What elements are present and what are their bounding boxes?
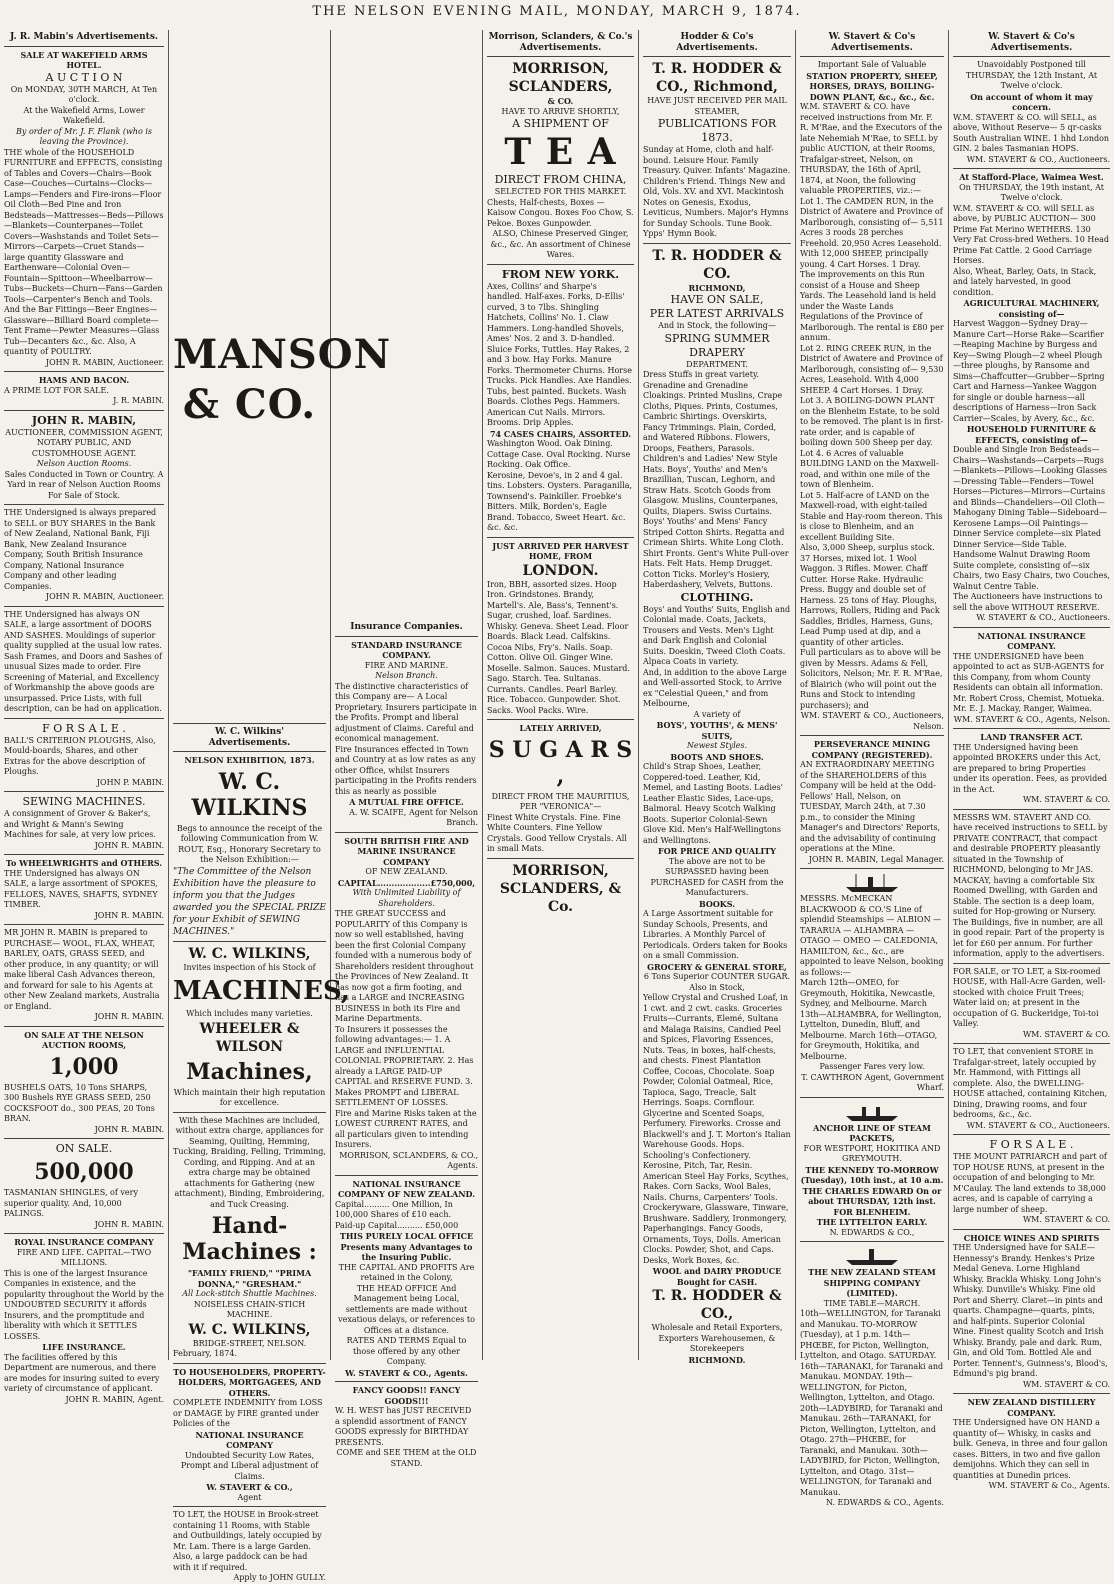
march-sailings: March 12th—OMEO, for Greymouth, Hokitika, Newcastle, Sydney, and Melbourne. March 13th—ALHAMBRA, for Wellington, Lyttelton, Dunedin, Bluff, and Melbourne. March 16th—OTAGO, for Greymouth, Hokitika, and Melbourne. [800,978,942,1061]
mount-patriarch: THE MOUNT PATRIARCH and part of TOP HOUSE RUNS, at present in the occupation of and belonging to Mr. M'Caulay. The land extends to 38,000 acres, and is capable of carrying a large number of sheep. [953,1152,1107,1214]
hodder-name: T. R. HODDER & CO., Richmond, [652,61,782,95]
wilkins-body: Begs to announce the receipt of the following Communication from W. ROUT, Esq., Honorary Secretary to the Nelson Exhibition:— [176,823,323,864]
sale-title: SALE AT WAKEFIELD ARMS HOTEL. [20,49,148,70]
cases-chairs: 74 CASES CHAIRS, ASSORTED. [489,428,632,439]
advantages: To Insurers it possesses the following advantages:— 1. A LARGE and INFLUENTIAL COLONIAL PROPRIETARY. 2. Has already a LARGE PAID-UP CAPITAL and RESERVE FUND. 3. Makes PROMPT and LIBERAL SETTLEMENT OF LOSSES. [335,1024,474,1107]
variety-of: A variety of [693,709,741,719]
in-stock: And in Stock, the following— [658,321,776,330]
hodder-name-3: T. R. HODDER & CO., [652,1288,782,1322]
family-friend: "FAMILY FRIEND," "PRIMA DONNA," "GRESHAM." [187,1268,312,1289]
without-reserve: The Auctioneers have instructions to sell the above WITHOUT RESERVE. [953,592,1103,612]
column-hodder [639,30,795,1365]
signature: WM. STAVERT & Co., Agents. [988,1481,1110,1490]
household-body: Double and Single Iron Bedsteads—Chairs—Washstands—Carpets—Rugs—Blankets—Pillows—Looking Glasses—Dressing Table—Fenders—Towel Horses—Pictures—Mirrors—Curtains and Blinds—Chandeliers—Oil Cloth—Mahogany Dining Table—Sideboard—Kerosene Lamps—Oil Paintings—Dinner Service complete—six Plated Dinner Service—Side Table. Handsome Walnut Drawing Room Suite complete, consisting of—six Chairs, two Easy Chairs, two Couches, Walnut Centre Table. [953,445,1110,591]
auction-body: THE whole of the HOUSEHOLD FURNITURE and EFFECTS, consisting of Tables and Covers—Chairs—Book Case—Couches—Curtains—Clocks—Lamps—Fenders and Fire-irons—Floor Oil Cloth—Bed Pine and Iron Bedsteads—Mattresses—Beds—Pillows—Blankets—Counterpanes—Toilet Covers—Washstands and Toilet Sets—Mirrors—Carpets—Cruet Stands—large quantity Glassware and Earthenware—Colonial Oven—Fountain—Spittoon—Wheelbarrow—Tubs—Buckets—Churn—Fans—Garden Tools—Carpenter's Bench and Tools. [4,147,164,304]
full-particulars: Full particulars as to above will be given by Messrs. Adams & Fell, Solicitors, Nelson; Mr. F. R. M'Rae, of Blairich (who will point out the Runs and Stock to intending purchasers); and [800,648,943,710]
life-heading: LIFE INSURANCE. [42,1342,126,1352]
publications-list: Sunday at Home, cloth and half-bound. Leisure Hour. Family Treasury. Quiver. Infants' Magazine. Children's Friend. Things New and Old, Vols. XV. and XVI. Mackintosh Notes on Genesis, Exodus, Leviticus, Numbers. Major's Hymns for Sunday Schools. Tune Book. Ypps' Hymn Book. [643,145,791,238]
fancy-goods-heading: FANCY GOODS!! FANCY GOODS!!! [352,1385,461,1406]
distillery-heading: NEW ZEALAND DISTILLERY COMPANY. [967,1397,1096,1418]
signature: JOHN R. MABIN. [94,910,164,920]
edwards-co: N. EDWARDS & CO., [829,1227,915,1237]
manson-advert: MANSON & CO. [173,331,392,428]
important-sale: Important Sale of Valuable [817,60,927,69]
signature: JOHN R. MABIN. [94,1219,164,1229]
bridge-street: BRIDGE-STREET, NELSON. [192,1338,307,1348]
maintain: Which maintain their high reputation for excellence. [173,1087,326,1107]
column-mabin [0,30,168,1404]
exhibition-quote: "The Committee of the Nelson Exhibition have the pleasure to inform you that the Judges awarded you the SPECIAL PRIZE for your Exhibit of SEWING MACHINES." [173,866,326,937]
for-sale-heading: F O R S A L E . [42,721,126,735]
for-sale-let: FOR SALE, or TO LET, a Six-roomed HOUSE, with Hall-Acre Garden, well-stocked with choice Fruit Trees; Water laid on; at present in the occupation of G. Buckeridge, Toi-toi Valley. [953,966,1106,1028]
lot-1-body: The improvements on this Run consist of a House and Sheep Yards. The Leasehold land is held under the Waste Lands Regulations of the Province of Marlborough. The rental is £80 per annum. [800,270,944,342]
household-furniture: HOUSEHOLD FURNITURE & EFFECTS, consisting of— [966,424,1097,445]
time-table: TIME TABLE—MARCH. [823,1298,921,1308]
standard-body: The distinctive characteristics of this Company are— A Local Proprietary. Insurers participate in the Profits. Prompt and liberal adjustment of Claims. Careful and economical management. [335,681,477,743]
anchor-ship-icon [842,1101,902,1123]
have-to-arrive: HAVE TO ARRIVE SHORTLY, [501,106,620,116]
february: February, 1874. [173,1349,237,1358]
signature: Apply to JOHN GULLY. [233,1573,326,1582]
column-heading: W. Stavert & Co's Advertisements. [828,32,916,53]
boots-body: Child's Strap Shoes, Leather, Coppered-toed. Leather, Kid, Memel, and Lasting Boots. Ladies' Leather Elastic Sides, Lace-ups, Balmoral. Heavy Scotch Walking Boots. Superior Colonial-Sewn Glove Kid. Men's Half-Wellingtons and Wellingtons. [643,762,783,845]
come-see: COME and SEE THEM at the OLD STAND. [336,1448,477,1468]
steamship-icon [842,872,902,894]
stavert-agent: W. STAVERT & CO., [206,1482,293,1492]
wilkins-name: W. C. WILKINS [191,768,308,821]
on-sale-heading: ON SALE AT THE NELSON AUCTION ROOMS, [24,1029,144,1050]
shingles-number: 500,000 [34,1159,134,1185]
signature: JOHN R. MABIN, Auctioneer. [45,357,164,367]
varieties: Which includes many varieties. [186,1009,313,1018]
wines-spirits: CHOICE WINES AND SPIRITS [963,1232,1100,1243]
boots-heading: BOOTS AND SHOES. [670,751,764,762]
newest-styles: Newest Styles. [686,741,748,750]
national-company: NATIONAL INSURANCE COMPANY [195,1429,304,1450]
lot-5: Lot 5. Half-acre of LAND on the Maxwell-road, with eight-tailed Stable and Hay-room thereon. This is close to Blenheim, and an excellent Building Site. [800,490,943,542]
oats-number: 1,000 [49,1053,119,1080]
meeting-body: AN EXTRAORDINARY MEETING of the SHAREHOLDERS of this Company will be held at the Odd-Fellows' Hall, Nelson, on TUESDAY, March 24th, at 7.30 p.m., to consider the Mining Manager's and Directors' Reports, and the advisability of continuing operations at the Mine. [800,760,941,853]
column-insurance [331,620,482,1468]
stafford-body: W.M. STAVERT & CO. will SELL as above, by PUBLIC AUCTION— 300 Prime Fat Merino WETHERS. 130 Very Fat Cross-bred Wethers. 10 Head Prime Fat Cattle. 2 Good Carriage Horses. [953,203,1109,265]
purchase-body: MR JOHN R. MABIN is prepared to PURCHASE— WOOL, FLAX, WHEAT, BARLEY, OATS, GRASS SEED, and other produce, in any quantity; or will make liberal Cash Advances thereon, and forward for sale to his Agents at other New Zealand markets, Australia or England. [4,928,160,1011]
attachments: With these Machines are included, without extra charge, appliances for Seaming, Quilting, Hemming, Tucking, Braiding, Felling, Trimming, Cording, and Ripping. And at an extra charge may be obtained attachments for Gathering (new attachment), Binding, Embroidering, and Tuck Creasing. [173,1115,326,1209]
station-intro: W.M. STAVERT & CO. have received instructions from Mr. F. R. M'Rae, and the Executors of the late Nehemiah M'Rae, to SELL by public AUCTION, at their Rooms, Trafalgar-street, Nelson, on THURSDAY, the 16th of April, 1874, at Noon, the following valuable PROPERTIES, viz.:— [800,102,943,195]
mcmeckan-body: MESSRS. McMECKAN BLACKWOOD & CO.'S Line of splendid Steamships — ALBION — TARARUA — ALHAMBRA — OTAGO — OMEO — CALEDONIA, HAMILTON, &c., &c., are appointed to leave Nelson, booking as follows:— [800,894,944,977]
price-body: The above are not to be SURPASSED having been PURCHASED for CASH from the Manufacturers. [650,856,784,897]
lyttelton: THE LYTTELTON EARLY. [816,1217,928,1227]
latest-arrivals: PER LATEST ARRIVALS [649,307,785,320]
south-british-heading: SOUTH BRITISH FIRE AND MARINE INSURANCE COMPANY [344,835,469,867]
direct-china: DIRECT FROM CHINA, [494,173,627,186]
signature: WM. STAVERT & CO. [1022,795,1110,804]
charles-edward: THE CHARLES EDWARD On or about THURSDAY, 12th inst. [802,1185,942,1206]
department: DEPARTMENT. [686,359,748,369]
grocery-heading: GROCERY & GENERAL STORE, [647,961,787,972]
richmond-2: RICHMOND. [688,1354,746,1365]
agent-label: Agent [237,1492,262,1502]
sugars-heading: S U G A R S , [488,736,633,789]
shipment-of: A SHIPMENT OF [512,117,609,130]
for-sale-heading: F O R S A L E . [989,1138,1074,1151]
wool-dairy: WOOL and DAIRY PRODUCE Bought for CASH. [652,1266,782,1287]
signature: JOHN R. MABIN. [94,840,164,850]
steam-shipping-icon [842,1245,902,1267]
auction-more: And the Bar Fittings—Beer Engines—Glassware—Billiard Board complete—Tent Frame—Pewter Measures—Glass Tub—Decanters &c., &c. Also, A quantity of POULTRY. [4,305,160,356]
machines-heading-2: Machines, [186,1058,313,1085]
mabin-name: JOHN R. MABIN, [31,413,137,427]
hams-body: A PRIME LOT FOR SALE. [4,385,109,395]
purely-local: THIS PURELY LOCAL OFFICE Presents many Advantages to the Insuring Public. [339,1231,474,1262]
station-property: STATION PROPERTY, SHEEP, HORSES, DRAYS, BOILING-DOWN PLANT, &c., &c., &c. [806,70,938,102]
lately-arrived: LATELY ARRIVED, [519,723,602,733]
column-morrison [483,30,638,1360]
signature: WM. STAVERT & CO. [1022,1379,1110,1389]
new-york-list: Axes, Collins' and Sharpe's handled. Half-axes. Forks, D-Ellis' curved, 3 to 7lbs. Shingling Hatchets, Collins' No. 1. Claw Hammers. Long-handled Shovels, Ames' Nos. 2 and 3. D-handled. Sluice Forks, Tuttles. Hay Rakes, 2 and 3 bow. Hay Forks. Manure Forks. Thermometer Churns. Horse Trucks. Pick Handles. Axe Handles. Tubs, best painted. Buckets. Wash Boards. Clothes Pegs. Hammers. American Cut Nails. Mirrors. Brooms. Drip Apples. [487,281,632,427]
wine-sale: W.M. STAVERT & CO. will SELL, as above, Without Reserve— 5 qr-casks South Australian WINE. 1 hhd London GIN. 2 bales Tasmanian HOPS. [953,112,1110,153]
morrison-firm: MORRISON, SCLANDERS, [508,61,613,95]
tea-chests: Chests, Half-chests, Boxes — Kaisow Congou. Boxes Foo Chow, S. Pekoe. Boxes Gunpowder. [487,197,634,228]
wheeler-wilson: WHEELER & WILSON [199,1020,300,1055]
harvest-arrive: And, in addition to the above Large and Well-assorted Stock, to Arrive ex "Celestial Queen," and from Melbourne, [643,667,787,708]
new-york-heading: FROM NEW YORK. [501,267,620,281]
books-heading: BOOKS. [698,898,736,909]
signature: W. STAVERT & CO., Auctioneers. [976,613,1110,622]
column-stavert-2 [949,30,1114,1490]
rooms-body: Sales Conducted in Town or Country. A Yard in rear of Nelson Auction Rooms For Sale of Stock. [4,469,164,500]
just-received: HAVE JUST RECEIVED PER MAIL STEAMER, [647,96,787,116]
signature: A. W. SCAIFE, Agent for Nelson Branch. [349,807,478,827]
morrison-footer: MORRISON, SCLANDERS, & Co. [499,862,622,915]
signature: JOHN R. MABIN. [94,1012,164,1021]
noiseless: NOISELESS CHAIN-STICH MACHINE. [193,1299,306,1319]
column-stavert-1 [796,30,948,1507]
counter-sugar: 6 Tons Superior COUNTER SUGAR. Also in Stock, [643,972,791,992]
tea-heading: T E A [504,131,617,173]
paid-up: Paid-up Capital.......... £50,000 [335,1220,459,1230]
wheelwrights-body: THE Undersigned has always ON SALE, a large assortment of SPOKES, FELLOES, NAVES, SHAFTS, SYDNEY TIMBER. [4,868,158,909]
london-list: Iron, BBH, assorted sizes. Hoop Iron. Grindstones. Brandy, Martell's. Ale, Bass's, Tennent's. Sugar, crushed, loaf. Sardines. Whisky. Geneva. Sheet Lead. Floor Boards. Black Lead. Calfskins. Cocoa Nibs, Fry's. Nails. Soap. Cotton. Olive Oil. Ginger Wine. Moselle. Salmon. Sauces. Mustard. Sago. Starch. Tea. Sultanas. Currants. Candles. Pearl Barley. Rice. Tobacco. Gunpowder. Shot. Sacks. Wool Packs. Wire. [487,579,630,715]
invites: Invites inspection of his Stock of [183,962,316,972]
anchor-destinations: FOR WESTPORT, HOKITIKA AND GREYMOUTH. [803,1143,941,1163]
private-contract: MESSRS WM. STAVERT AND CO. have received instructions to SELL by PRIVATE CONTRACT, that compact and desirable PROPERTY pleasantly situated in the Township of RICHMOND, belonging to Mr JAS. MACKAY, having a comfortable Six Roomed Dwelling, with Garden and Stable. The section is a deep loam, suited for Hop-growing or Nursery. The Buildings, five in number, are all in good repair. Part of the property is let for £60 per annum. For further information, apply to the advertisers. [953,812,1108,958]
signature: T. CAWTHRON Agent, Government Wharf. [801,1072,944,1092]
signature: WM. STAVERT & CO., Auctioneers. [966,1120,1110,1130]
on-sale-heading-2: ON SALE. [55,1142,113,1155]
wines-body: THE Undersigned have for SALE— Hennessy's Brandy. Henkes's Prize Medal Geneva. Lorne Highland Whisky. Brackla Whisky. Long John's Whisky. Dunville's Whisky. Fine old Port and Sherry. Claret—in pints and quarts. Champagne—quarts, pints, and half-pints. Superior Colonial Wine. Finest quality Scotch and Irish Whisky. Brandy, pale and dark. Rum, Gin, and Old Tom. Bottled Ale and Porter. Tennent's, Guinness's, Blood's, Edmund's pig brand. [953,1243,1108,1378]
also-stock: Also, 3,000 Sheep, surplus stock. 37 Horses, mixed lot. 1 Wool Waggon. 3 Rifles. Mower. Chaff Cutter. Horse Rake. Hydraulic Press. Buggy and double set of Harness. 25 tons of Hay. Ploughs, Harrows, Rollers, Riding and Pack Saddles, Bridles, Harness, Guns, Lead Pump used at dip, and a quantity of other articles. [800,543,940,647]
lot-4: Lot 4. 6 Acres of valuable BUILDING LAND on the Maxwell-road, and within one mile of the town of Blenheim. [800,448,939,489]
head-office: THE HEAD OFFICE And Management being Local, settlements are made without vexatious delays, or references to Offices at a distance. [338,1283,475,1335]
trafalgar-store: TO LET, that convenient STORE in Trafalgar-street, lately occupied by Mr. Hammond, with Fittings all complete. Also, the DWELLING-HOUSE attached, containing Kitchen, Dining, Drawing rooms, and four bedrooms, &c., &c. [953,1047,1108,1119]
machines-heading: MACHINES, [173,976,350,1006]
wilkins-name-3: W. C. WILKINS, [188,1321,311,1338]
nelson-branch: Nelson Branch. [375,671,438,680]
national-body: Undoubted Security Low Rates, Prompt and Liberal adjustment of Claims. [180,1450,319,1481]
mabin-titles: AUCTIONEER, COMMISSION AGENT, NOTARY PUBLIC, AND CUSTOMHOUSE AGENT. [5,427,163,458]
wheelwrights-heading: To WHEELWRIGHTS and OTHERS. [5,858,163,868]
column-heading: Morrison, Sclanders, & Co.'s Advertisements. [488,32,633,53]
signature: WM. STAVERT & CO. [1022,1215,1110,1224]
oats-body: BUSHELS OATS, 10 Tons SHARPS, 300 Bushels RYE GRASS SEED, 250 COCKSFOOT do., 300 PEAS, 20 Tons BRAN. [4,1082,155,1123]
rates-terms: RATES AND TERMS Equal to those offered by any other Company. [346,1336,467,1366]
column-heading: Insurance Companies. [350,622,463,632]
householders-heading: TO HOUSEHOLDERS, PROPERTY-HOLDERS, MORTGAGEES, AND OTHERS. [173,1366,326,1398]
signature: J. R. MABIN. [113,396,164,405]
shingles-body: TASMANIAN SHINGLES, of very superior quality. And, 10,000 PALINGS. [4,1188,138,1218]
grain-also: Also, Wheat, Barley, Oats, in Stack, and lately harvested, in good condition. [953,266,1097,297]
land-transfer: LAND TRANSFER ACT. [980,732,1083,742]
wilkins-name-2: W. C. WILKINS, [188,945,311,962]
veronica: PER "VERONICA"— [519,802,602,811]
shares-body: THE Undersigned is always prepared to SELL or BUY SHARES in the Bank of New Zealand, National Bank, Fiji Bank, New Zealand Insurance Company, South British Insurance Company, National Insurance Company and other leading Companies. [4,508,157,591]
clothing-body: Boys' and Youths' Suits, English and Colonial made. Coats, Jackets, Trousers and Vests. Men's Light and Dark English and Colonial Suits. Doeskin, Tweed Cloth Coats. Alpaca Coats in variety. [643,604,791,666]
national-capital: Capital.......... One Million, In 100,000 Shares of £10 each. [335,1199,453,1219]
indemnity: COMPLETE INDEMNITY from LOSS or DAMAGE by FIRE granted under Policies of the [173,1398,323,1428]
agricultural-machinery: AGRICULTURAL MACHINERY, consisting of— [963,298,1100,319]
auction-rooms: Nelson Auction Rooms. [36,459,132,468]
lot-3: Lot 3. A BOILING-DOWN PLANT on the Blenheim Estate, to be sold to be removed. The plant is in first-rate order, and is capable of boiling down 500 Sheep per day. [800,396,944,447]
royal-heading: ROYAL INSURANCE COMPANY [14,1237,154,1247]
whom-concern: On account of whom it may concern. [970,91,1093,112]
land-body: THE Undersigned having been appointed BROKERS under this Act, are prepared to bring Properties under its operation. Fees, as provided in the Act. [953,742,1108,794]
house-to-let: TO LET, the HOUSE in Brook-street containing 11 Rooms, with Stable and Outbuildings, lately occupied by Mr. Lam. There is a large Garden. Also, a large paddock can be had with it if required. [173,1510,322,1572]
just-arrived: JUST ARRIVED PER HARVEST HOME, FROM [492,540,629,561]
column-manson-wilkins [169,30,392,1582]
kerosene-list: Kerosine, Devoe's, in 2 and 4 gal. tins. Lobsters. Oysters. Paraganilla, Townsend's. Painkiller. Froebke's Bitters. Milk, Borden's, Eagle Brand. Tobacco, Sweet Heart. &c. &c. &c. [487,470,633,532]
sailings-list: 10th—WELLINGTON, for Taranaki and Manukau. TO-MORROW (Tuesday), at 1 p.m. 14th—PHŒBE, for Picton, Wellington, Lyttelton, and Otago. SATURDAY. 16th—TARANAKI, for Taranaki and Manukau. MONDAY. 19th—WELLINGTON, for Picton, Wellington, Lyttelton, and Otago. 20th—LADYBIRD, for Taranaki and Manukau. 26th—TARANAKI, for Picton, Wellington, Lyttelton, and Otago. 27th—PHŒBE, for Taranaki, and Manukau. 30th—LADYBIRD, for Picton, Wellington, Lyttelton, and Otago. 31st—WELLINGTON, for Taranaki and Manukau. [800,1309,944,1497]
national-heading: NATIONAL INSURANCE COMPANY OF NEW ZEALAND. [338,1178,475,1199]
publications-heading: PUBLICATIONS FOR 1873. [657,117,777,144]
lockstitch: All Lock-stitch Shuttle Machines. [182,1289,317,1298]
column-heading: W. Stavert & Co's Advertisements. [988,32,1075,53]
column-heading: J. R. Mabin's Advertisements. [9,32,159,42]
wholesale: Wholesale and Retail Exporters, Exporters Warehousemen, & Storekeepers [651,1323,783,1353]
signature: JOHN R. MABIN, Auctioneer. [45,592,164,601]
spring-drapery: SPRING SUMMER DRAPERY [664,331,770,359]
column-heading: Hodder & Co's Advertisements. [676,32,758,53]
for-blenheim: FOR BLENHEIM. [833,1206,911,1217]
anchor-line: ANCHOR LINE OF STEAM PACKETS, [813,1122,931,1143]
sewing-body: A consignment of Grover & Baker's, and Wright & Mann's Sewing Machines for sale, at very low prices. [4,809,156,839]
lot-1: Lot 1. The CAMDEN RUN, in the District of Awatere and Province of Marlborough, consisting of— 5,511 Acres 3 roods 28 perches Freehold. 20,950 Acres Leasehold. With 12,000 SHEEP, principally young. 4 Cart Horses. 1 Dray. [800,196,944,269]
lot-2: Lot 2. RING CREEK RUN, in the District of Awatere and Province of Marlborough, consisting of— 9,530 Acres, Leasehold. With 4,000 SHEEP. 4 Cart Horses. 1 Dray. [800,343,944,395]
of-nz: OF NEW ZEALAND. [365,867,448,876]
masthead: THE NELSON EVENING MAIL, MONDAY, MARCH 9, 1874. [312,4,802,19]
sugar-list: Finest White Crystals. Fine. Fine White Counters. Fine Yellow Crystals. Good Yellow Crystals. All in small Mats. [487,812,627,853]
perseverance-heading: PERSEVERANCE MINING COMPANY (REGISTERED). [811,739,933,760]
capital-profits: THE CAPITAL AND PROFITS Are retained in the Colony, [338,1262,475,1282]
auction-place: At the Wakefield Arms, Lower Wakefield. [23,105,145,125]
national-insurance: NATIONAL INSURANCE COMPANY. [977,630,1086,651]
signature: JOHN P. MABIN. [96,777,164,787]
signature: WM. STAVERT & CO., Agents, Nelson. [953,714,1110,724]
mutual-office: A MUTUAL FIRE OFFICE. [349,797,464,807]
national-body: THE UNDERSIGNED have been appointed to act as SUB-AGENTS for this Company, from whom County Residents can obtain all information. Mr. Robert Cross, Chemist, Motueka. Mr. E. J. Mackay, Ranger, Waimea. [953,651,1105,713]
royal-sub: FIRE AND LIFE. CAPITAL—TWO MILLIONS. [16,1247,152,1267]
mauritius: DIRECT FROM THE MAURITIUS, [491,791,630,801]
price-quality: FOR PRICE AND QUALITY [658,846,776,856]
nz-steam-shipping: THE NEW ZEALAND STEAM SHIPPING COMPANY (LIMITED). [808,1267,936,1298]
hodder-name-2: T. R. HODDER & CO. [652,247,782,282]
fire-marine: FIRE AND MARINE. [364,660,449,670]
signature: JOHN R. MABIN, Agent. [65,1394,164,1404]
selected-market: SELECTED FOR THIS MARKET. [494,187,627,196]
auction-date: On MONDAY, 30TH MARCH, At Ten o'clock. [10,84,158,104]
royal-body: This is one of the largest Insurance Companies in existence, and the popularity throughout the World by the UNDOUBTED SECURITY it affords Insurers, and the promptitude and liberality with which it SETTLES LOSSES. [4,1268,164,1341]
signature: N. EDWARDS & CO., Agents. [825,1498,944,1507]
sewing-heading: SEWING MACHINES. [22,795,146,808]
column-heading: W. C. Wilkins' Advertisements. [208,727,291,748]
richmond: RICHMOND, [688,282,746,293]
stove-list: Washington Wood. Oak Dining. Cottage Case. Oval Rocking. Nurse Rocking. Oak Office. [487,439,631,469]
chinese-also: ALSO, Chinese Preserved Ginger, &c., &c. An assortment of Chinese Wares. [490,229,631,259]
unlimited: With Unlimited Liability of Shareholders. [352,888,461,908]
have-on-sale: HAVE ON SALE, [670,293,764,306]
life-body: The facilities offered by this Department are numerous, and there are modes for insuring suited to every variety of circumstance of applicant. [4,1352,160,1393]
fancy-goods-body: W. H. WEST has JUST RECEIVED a splendid assortment of FANCY GOODS expressly for BIRTHDAY PRESENTS. [335,1406,472,1447]
london-heading: LONDON. [522,562,599,579]
signature: JOHN R. MABIN, Legal Manager. [808,854,944,864]
drapery-list: Dress Stuffs in great variety. Grenadine and Grenadine Cloakings. Printed Muslins, Crape Cloths, Piques. Prints, Costumes, Cambric Shirtings. Overskirts, Fancy Trimmings. Plain, Corded, and Watered Ribbons. Flowers, Droops, Feathers, Parasols. Children's and Ladies' New Style Hats. Boys', Youths' and Men's Brazillian, Tuscan, Leghorn, and Straw Hats. Scotch Goods from Glasgow. Muslins, Counterpanes, Quilts, Diapers. Swiss Curtains. Boys' Youths' and Mens' Fancy Striped Cotton Shirts. Regatta and Crimean Shirts. White Long Cloth. Shirt Fronts. Gent's White Pull-over Hats. Felt Hats. Hemp Drugget. Cotton Ticks. Morley's Hosiery, Haberdashery, Velvets, Buttons. [643,370,789,589]
kennedy: THE KENNEDY TO-MORROW (Tuesday), 10th inst., at 10 a.m. [800,1164,944,1185]
distillery-body: THE Undersigned have ON HAND a quantity of— Whisky, in casks and bulk. Geneva, in three and four gallon cases. Bitters, in two and five gallon demijohns. Which they can sell in quantities at Dunedin prices. [953,1418,1108,1480]
signature: WM. STAVERT & CO., Auctioneers. [966,154,1110,164]
thursday-19: On THURSDAY, the 19th instant, At Twelve o'clock. [959,182,1104,202]
signature: WM. STAVERT & CO. [1022,1029,1110,1039]
capital: CAPITAL...................£750,000, [337,877,476,888]
stafford-place: At Stafford-Place, Waimea West. [959,172,1104,182]
signature: MORRISON, SCLANDERS, & CO., Agents. [339,1150,478,1170]
grocery-body: Yellow Crystal and Crushed Loaf, in 1 cwt. and 2 cwt. casks. Groceries Fruits—Currants, Elemé, Sultana and Malaga Raisins, Candied Peel and Spices, Flavoring Essences, Nuts. Teas, in boxes, half-chests, and chests. Finest Plantation Coffee, Cocoas, Chocolate. Soap Powder, Colonial Oatmeal, Rice, Tapioca, Sago, Treacle, Salt Herrings. Soaps. Cornflour. Glycerine and Scented Soaps, Perfumery. Fireworks. Crosse and Blackwell's and J. T. Morton's Italian Warehouse Goods. Hops. Schooling's Confectionery. Kerosine, Pitch, Tar, Resin. American Steel Hay Forks, Scythes, Rakes. Corn Sacks, Wool Bales, Nails. Churns, Carpenters' Tools. Crockeryware, Glassware, Tinware, Brushware. Saddlery, Ironmongery, Paperhangings. Fancy Goods, Ornaments, Toys, Dolls. American Clocks. Powder, Shot, and Caps. Desks, Work Boxes, &c. [643,993,791,1265]
morrison-co: & CO. [547,96,574,106]
signature: WM. STAVERT & CO., Auctioneers, Nelson. [800,711,944,731]
exhibition-heading: NELSON EXHIBITION, 1873. [184,755,315,765]
postponed: Unavoidably Postponed till THURSDAY, the 12th Instant, At Twelve o'clock. [965,60,1098,90]
books-body: A Large Assortment suitable for Sunday Schools, Presents, and Libraries. A Monthly Parcel of Periodicals. Orders taken for Books on a small Commission. [643,909,788,960]
agri-body: Harvest Waggon—Sydney Dray—Manure Cart—Horse Rake—Scarifier—Reaping Machine by Burgess and Key—Swing Plough—2 wheel Plough—three ploughs, by Ransome and Sims—Chaffcutter—Grubber—Spring Cart and Harness—Yankee Waggon for single or double harness—all descriptions of Harness—Iron Sack Carrier—Scales, by Avery, &c., &c. [953,319,1105,423]
ploughs-body: BALL'S CRITERION PLOUGHS, Also, Mould-boards, Shares, and other Extras for the above description of Ploughs. [4,735,156,776]
standard-heading: STANDARD INSURANCE COMPANY. [351,639,462,660]
stavert-agents: W. STAVERT & CO., Agents. [345,1367,468,1378]
hand-machines: Hand-Machines : [182,1213,317,1265]
fire-marine-risks: Fire and Marine Risks taken at the LOWEST CURRENT RATES, and all particulars given to intending Insurers. [335,1108,477,1149]
auction-order: By order of Mr. J. F. Flank (who is leaving the Province). [16,126,152,146]
clothing-heading: CLOTHING. [680,590,754,604]
boys-suits: BOYS', YOUTHS', & MENS' SUITS, [656,720,778,741]
signature: JOHN R. MABIN. [94,1124,164,1134]
hams-heading: HAMS AND BACON. [38,375,130,385]
south-british-body: THE GREAT SUCCESS and POPULARITY of this Company is now so well established, having been the first Colonial Company founded with a numerous body of Shareholders resident throughout the Provinces of New Zealand. It has now got a firm footing, and has a LARGE and INCREASING BUSINESS in both its Fire and Marine Departments. [335,909,474,1023]
doors-body: THE Undersigned has always ON SALE, a large assortment of DOORS AND SASHES. Mouldings of superior quality supplied at the usual low rates. Sash Frames, and Doors and Sashes of unusual Sizes made to order. Fire Screening of Material, and Excellency of Workmanship the above goods are unsurpassed. Price Lists, with full description, can be had on application. [4,609,163,713]
fire-body: Fire Insurances effected in Town and Country at as low rates as any other Office, whilst Insurers participating in the Profits renders this as nearly as possible [335,744,477,796]
passenger-fares: Passenger Fares very low. [819,1062,925,1071]
auction-heading: A U C T I O N [45,70,123,84]
